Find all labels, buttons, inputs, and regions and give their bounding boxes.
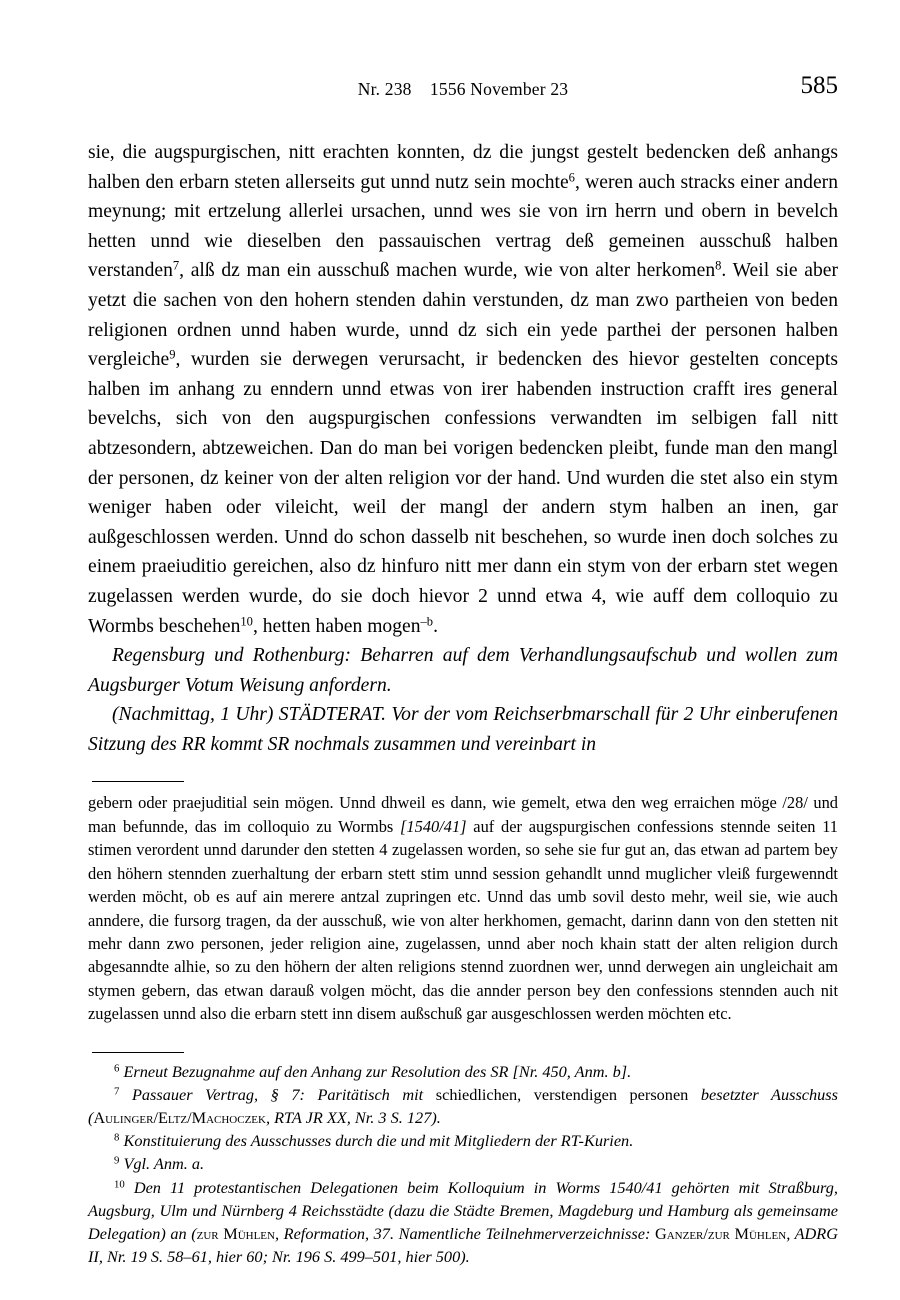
footnote-7-segment-2: schiedlichen, verstendigen personen — [435, 1084, 701, 1104]
footnote-ref-10[interactable]: 10 — [240, 613, 253, 628]
footnote-8-segment-1: Konstituierung des Ausschusses durch die und mit Mitgliedern der RT-Kurien. — [123, 1131, 634, 1151]
footnote-10-segment-3: , Reformation, 37. Namentliche Teilnehmerverzeichnisse: — [274, 1223, 655, 1243]
paragraph-main — [88, 138, 838, 641]
apparatus-block — [88, 791, 838, 1025]
footnote-7-segment-1: Passauer Vertrag, § 7: Paritätisch mit — [131, 1084, 436, 1104]
main-text-seg-1: sie, die augspurgischen, nitt erachten konnten, dz die jungst gestelt bedencken deß anhangs halben den erbarn steten allerseits gut unnd nutz sein mochte — [88, 142, 838, 193]
apparatus-paragraph — [88, 791, 838, 1025]
footnote-10-segment-2: zur Mühlen — [196, 1223, 275, 1243]
running-head — [88, 72, 838, 112]
footnote-7 — [88, 1083, 838, 1129]
apparatus-date-range: [1540/41] — [400, 816, 467, 836]
main-text-seg-6: , hetten haben mogen — [252, 615, 421, 637]
main-text-seg-2: , weren auch stracks einer andern meynung; mit ertzelung allerlei ursachen, unnd wes sie von irn herrn und obern in bevelch hetten unnd wie dieselben den passauischen vertrag deß gemeinen ausschuß halben verstanden — [88, 171, 838, 282]
main-text-seg-5: , wurden sie derwegen verursacht, ir bedencken des hievor gestelten concepts halben im anhang zu enndern unnd etwas von irer habenden instruction crafft ires general bevelchs, sich von den augspurgischen confessions verwandten im selbigen fall nitt abtzesondern, abtzeweichen. Dan do man bei vorigen bedencken pleibt, funde man den mangl der personen, dz keiner von der alten religion vor der hand. Und wurden die stet also ein stym weniger haben oder vileicht, weil der mangl der andern stym halben an inen, gar außgeschlossen werden. Unnd do schon dasselb nit beschehen, so wurde inen doch solches zu einem praeiuditio gereichen, also dz hinfuro nitt mer dann ein stym von der erbarn stet wegen zugelassen werden wurde, do sie doch hievor 2 unnd etwa 4, wie auff dem colloquio zu Wormbs beschehen — [88, 349, 838, 637]
footnote-7-segment-6: , RTA JR XX, Nr. 3 S. 127). — [265, 1107, 441, 1127]
footnote-number-6[interactable]: 6 — [114, 1062, 120, 1075]
apparatus-divider-rule — [92, 781, 184, 782]
apparatus-seg-1: gebern oder praejuditial sein mögen. Unnd dhweil es dann, wie gemelt, etwa den weg erraichen möge /28/ und man befunnde, das im colloquio zu Wormbs — [88, 793, 838, 836]
main-text-seg-3: , alß dz man ein ausschuß machen wurde, wie von alter herkomen — [179, 260, 716, 282]
footnote-number-9[interactable]: 9 — [114, 1154, 120, 1167]
footnote-10 — [88, 1176, 838, 1269]
page-number: 585 — [800, 72, 838, 99]
footnote-ref-7[interactable]: 7 — [172, 258, 180, 273]
footnote-8 — [88, 1129, 838, 1152]
variant-marker-b[interactable]: –b — [420, 613, 434, 628]
footnote-divider-rule — [92, 1052, 184, 1053]
footnote-9-segment-1: Vgl. Anm. a. — [123, 1154, 205, 1174]
main-text-seg-7: . — [433, 615, 438, 637]
footnote-ref-6[interactable]: 6 — [568, 170, 575, 185]
footnote-number-7[interactable]: 7 — [114, 1085, 120, 1098]
footnote-10-segment-1: Den 11 protestantischen Delegationen beim Kolloquium in Worms 1540/41 gehörten mit Straßburg, Augsburg, Ulm und Nürnberg 4 Reichsstädte (dazu die Städte Bremen, Magdeburg und Hamburg als gemeinsame Delegation) an ( — [88, 1177, 838, 1243]
paragraph-regest-1: Regensburg und Rothenburg: Beharren auf dem Verhandlungsaufschub und wollen zum Augsburger Votum Weisung anfordern. — [88, 645, 838, 696]
footnote-10-segment-5: , ADRG II, Nr. 19 S. 58–61, hier 60; Nr. 196 S. 499–501, hier 500). — [88, 1223, 838, 1267]
footnote-6-segment-1: Erneut Bezugnahme auf den Anhang zur Resolution des SR [Nr. 450, Anm. b]. — [123, 1061, 632, 1081]
running-head-title: Nr. 238 1556 November 23 — [357, 79, 569, 99]
apparatus-seg-2: auf der augspurgischen confessions stennde seiten 11 stimen verordent unnd darunder den stetten 4 zugelassen worden, so sehe sie fur gut an, das etwan ad partem bey den höhern stennden zuerhaltung der erbarn stett stim unnd session gehandlt unnd muglicher vleiß furgewenndt werden möcht, ob es auf ain merere antzal zupringen etc. Unnd das umb sovil desto mehr, weil sie, wie auch anndere, die fursorg tragen, da der ausschuß, wie von alter herkhomen, gemacht, darinn dann von den stetten nit mehr dann zwo personen, jeder religion aine, zugelassen, unnd aber noch khain statt der alten religion durch abgesanndte alhie, so zu den höhern der alten religions stennd zuordnen wer, unnd derwegen ain ungleichait am stymen gebern, das etwan darauß volgen möcht, das die annder person bey den confessions stennden auch nit zugelassen unnd also die erbarn stett inn disem außschuß gar ausgeschlossen werden möchten etc. — [88, 816, 838, 1024]
footnote-7-segment-5: Aulinger/Eltz/Machoczek — [93, 1107, 266, 1127]
footnote-10-segment-4: Ganzer/zur Mühlen — [654, 1223, 787, 1243]
footnotes-block — [88, 1060, 838, 1269]
footnote-7-segment-3: besetzter Ausschuss — [700, 1084, 838, 1104]
footnote-6 — [88, 1060, 838, 1083]
paragraph-regest-2: (Nachmittag, 1 Uhr) STÄDTERAT. Vor der vom Reichserbmarschall für 2 Uhr einberufenen Sitzung des RR kommt SR nochmals zusammen und vereinbart in — [88, 704, 838, 755]
footnote-ref-8[interactable]: 8 — [715, 258, 722, 273]
footnote-number-10[interactable]: 10 — [114, 1178, 125, 1191]
footnote-7-segment-4: ( — [88, 1107, 94, 1127]
footnote-number-8[interactable]: 8 — [114, 1131, 120, 1144]
footnote-9 — [88, 1152, 838, 1175]
footnote-ref-9[interactable]: 9 — [169, 347, 176, 362]
body-text — [88, 138, 838, 759]
main-text-seg-4: . Weil sie aber yetzt die sachen von den hohern stenden dahin verstunden, dz man zwo partheien von beden religionen ordnen unnd haben wurde, unnd dz sich ein yede parthei der personen halben vergleiche — [88, 260, 838, 371]
